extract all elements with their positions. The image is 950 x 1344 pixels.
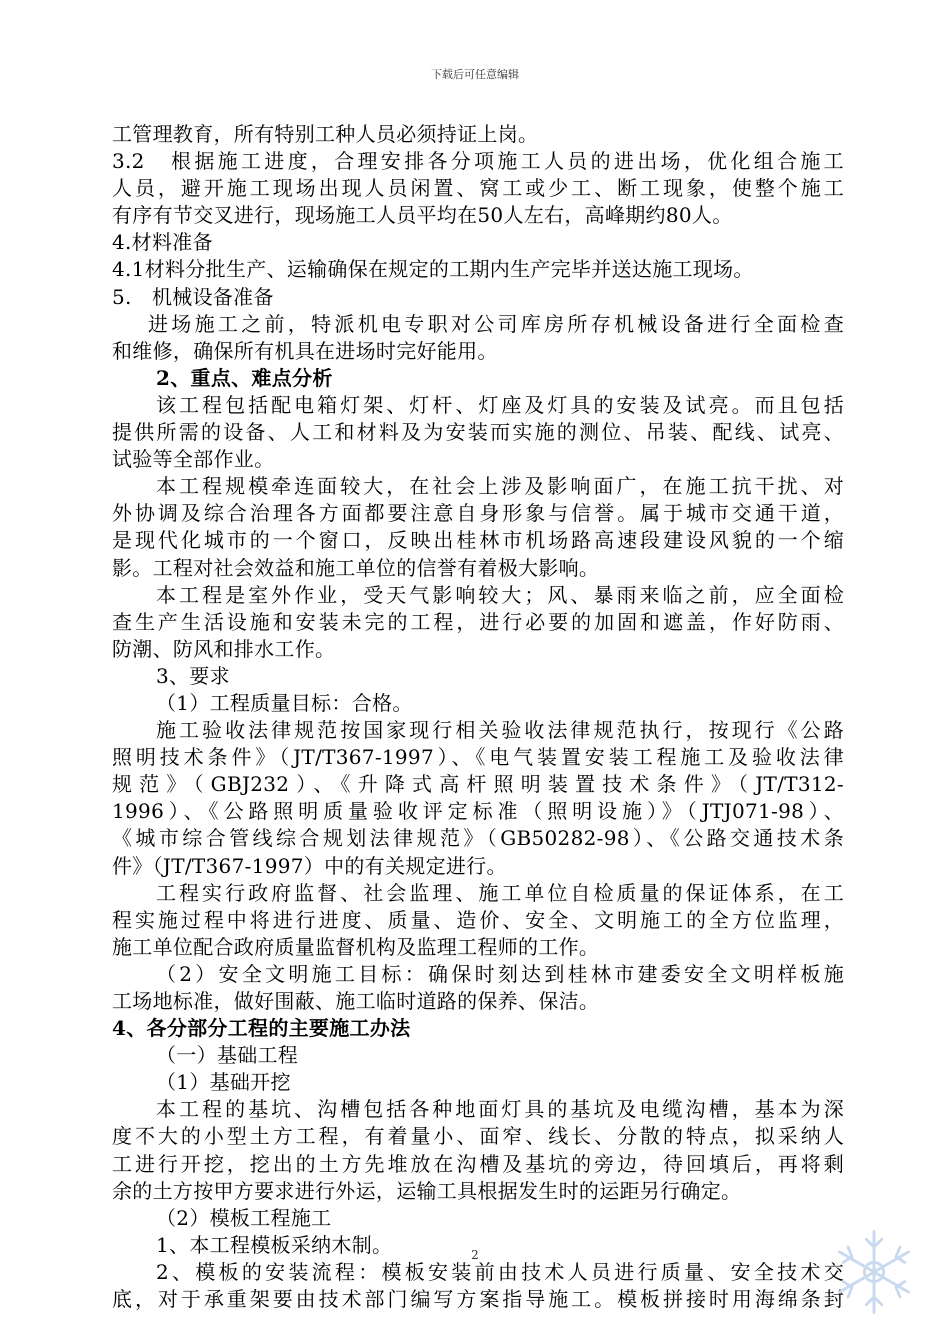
text-line: 1、本工程模板采纳木制。 bbox=[156, 1232, 393, 1257]
text-line: 本工程规模牵连面较大，在社会上涉及影响面广，在施工抗干扰、对 bbox=[156, 474, 844, 499]
text-line: 工进行开挖，挖出的土方先堆放在沟槽及基坑的旁边，待回填后，再将剩 bbox=[112, 1151, 844, 1176]
text-line: 3、要求 bbox=[156, 663, 230, 688]
text-line: 《城市综合管线综合规划法律规范》（GB50282-98）、《公路交通技术条 bbox=[112, 826, 844, 851]
text-line: 有序有节交叉进行，现场施工人员平均在50人左右，高峰期约80人。 bbox=[112, 203, 733, 228]
text-line: 防潮、防风和排水工作。 bbox=[112, 636, 336, 661]
text-line: 和维修，确保所有机具在进场时完好能用。 bbox=[112, 338, 498, 363]
text-line: 5. 机械设备准备 bbox=[112, 284, 274, 309]
document-body bbox=[112, 121, 844, 1313]
text-line: （一）基础工程 bbox=[156, 1043, 299, 1068]
text-line: 4.1材料分批生产、运输确保在规定的工期内生产完毕并送达施工现场。 bbox=[112, 257, 754, 282]
text-line: 规范》（GBJ232）、《升降式高杆照明装置技术条件》（JT/T312- bbox=[112, 772, 844, 797]
text-line: 余的土方按甲方要求进行外运，运输工具根据发生时的运距另行确定。 bbox=[112, 1178, 742, 1203]
text-line: 施工验收法律规范按国家现行相关验收法律规范执行，按现行《公路 bbox=[156, 718, 844, 743]
text-line: （1）基础开挖 bbox=[156, 1070, 291, 1095]
text-line: 本工程是室外作业，受天气影响较大；风、暴雨来临之前，应全面检 bbox=[156, 582, 844, 607]
text-line: 试验等全部作业。 bbox=[112, 447, 275, 472]
text-line: 2、重点、难点分析 bbox=[156, 365, 333, 390]
text-line: （2）安全文明施工目标：确保时刻达到桂林市建委安全文明样板施 bbox=[156, 961, 844, 986]
text-line: 施工单位配合政府质量监督机构及监理工程师的工作。 bbox=[112, 934, 600, 959]
text-line: 4.材料准备 bbox=[112, 230, 213, 255]
text-line: 外协调及综合治理各方面都要注意自身形象与信誉。属于城市交通干道， bbox=[112, 501, 844, 526]
text-line: 影。工程对社会效益和施工单位的信誉有着极大影响。 bbox=[112, 555, 600, 580]
page-number: 2 bbox=[471, 1248, 479, 1262]
text-line: 该工程包括配电箱灯架、灯杆、灯座及灯具的安装及试亮。而且包括 bbox=[156, 392, 844, 417]
text-line: 照明技术条件》（JT/T367-1997）、《电气装置安装工程施工及验收法律 bbox=[112, 745, 844, 770]
text-line: （1）工程质量目标：合格。 bbox=[156, 690, 413, 715]
snowflake-watermark-icon bbox=[826, 1224, 922, 1320]
text-line: 工程实行政府监督、社会监理、施工单位自检质量的保证体系，在工 bbox=[156, 880, 844, 905]
text-line: 底，对于承重架要由技术部门编写方案指导施工。模板拼接时用海绵条封 bbox=[112, 1287, 844, 1312]
text-line: 人员，避开施工现场出现人员闲置、窝工或少工、断工现象，使整个施工 bbox=[112, 176, 844, 201]
text-line: （2）模板工程施工 bbox=[156, 1205, 332, 1230]
text-line: 4、各分部分工程的主要施工办法 bbox=[112, 1016, 411, 1041]
text-line: 进场施工之前，特派机电专职对公司库房所存机械设备进行全面检查 bbox=[148, 311, 844, 336]
text-line: 度不大的小型土方工程，有着量小、面窄、线长、分散的特点，拟采纳人 bbox=[112, 1124, 844, 1149]
text-line: 程实施过程中将进行进度、质量、造价、安全、文明施工的全方位监理， bbox=[112, 907, 844, 932]
text-line: 查生产生活设施和安装未完的工程，进行必要的加固和遮盖，作好防雨、 bbox=[112, 609, 844, 634]
text-line: 工场地标准，做好围蔽、施工临时道路的保养、保洁。 bbox=[112, 989, 600, 1013]
text-line: 2、模板的安装流程：模板安装前由技术人员进行质量、安全技术交 bbox=[156, 1259, 844, 1284]
text-line: 是现代化城市的一个窗口，反映出桂林市机场路高速段建设风貌的一个缩 bbox=[112, 528, 844, 553]
text-line: 提供所需的设备、人工和材料及为安装而实施的测位、吊装、配线、试亮、 bbox=[112, 420, 844, 445]
text-line: 1996）、《公路照明质量验收评定标准（照明设施）》（JTJ071-98）、 bbox=[112, 799, 844, 824]
text-line: 本工程的基坑、沟槽包括各种地面灯具的基坑及电缆沟槽，基本为深 bbox=[156, 1097, 844, 1122]
text-line: 工管理教育，所有特别工种人员必须持证上岗。 bbox=[112, 122, 539, 146]
text-line: 3.2 根据施工进度，合理安排各分项施工人员的进出场，优化组合施工 bbox=[112, 149, 844, 174]
text-line: 件》（JT/T367-1997）中的有关规定进行。 bbox=[112, 853, 507, 878]
page-header-note: 下载后可任意编辑 bbox=[431, 68, 519, 81]
